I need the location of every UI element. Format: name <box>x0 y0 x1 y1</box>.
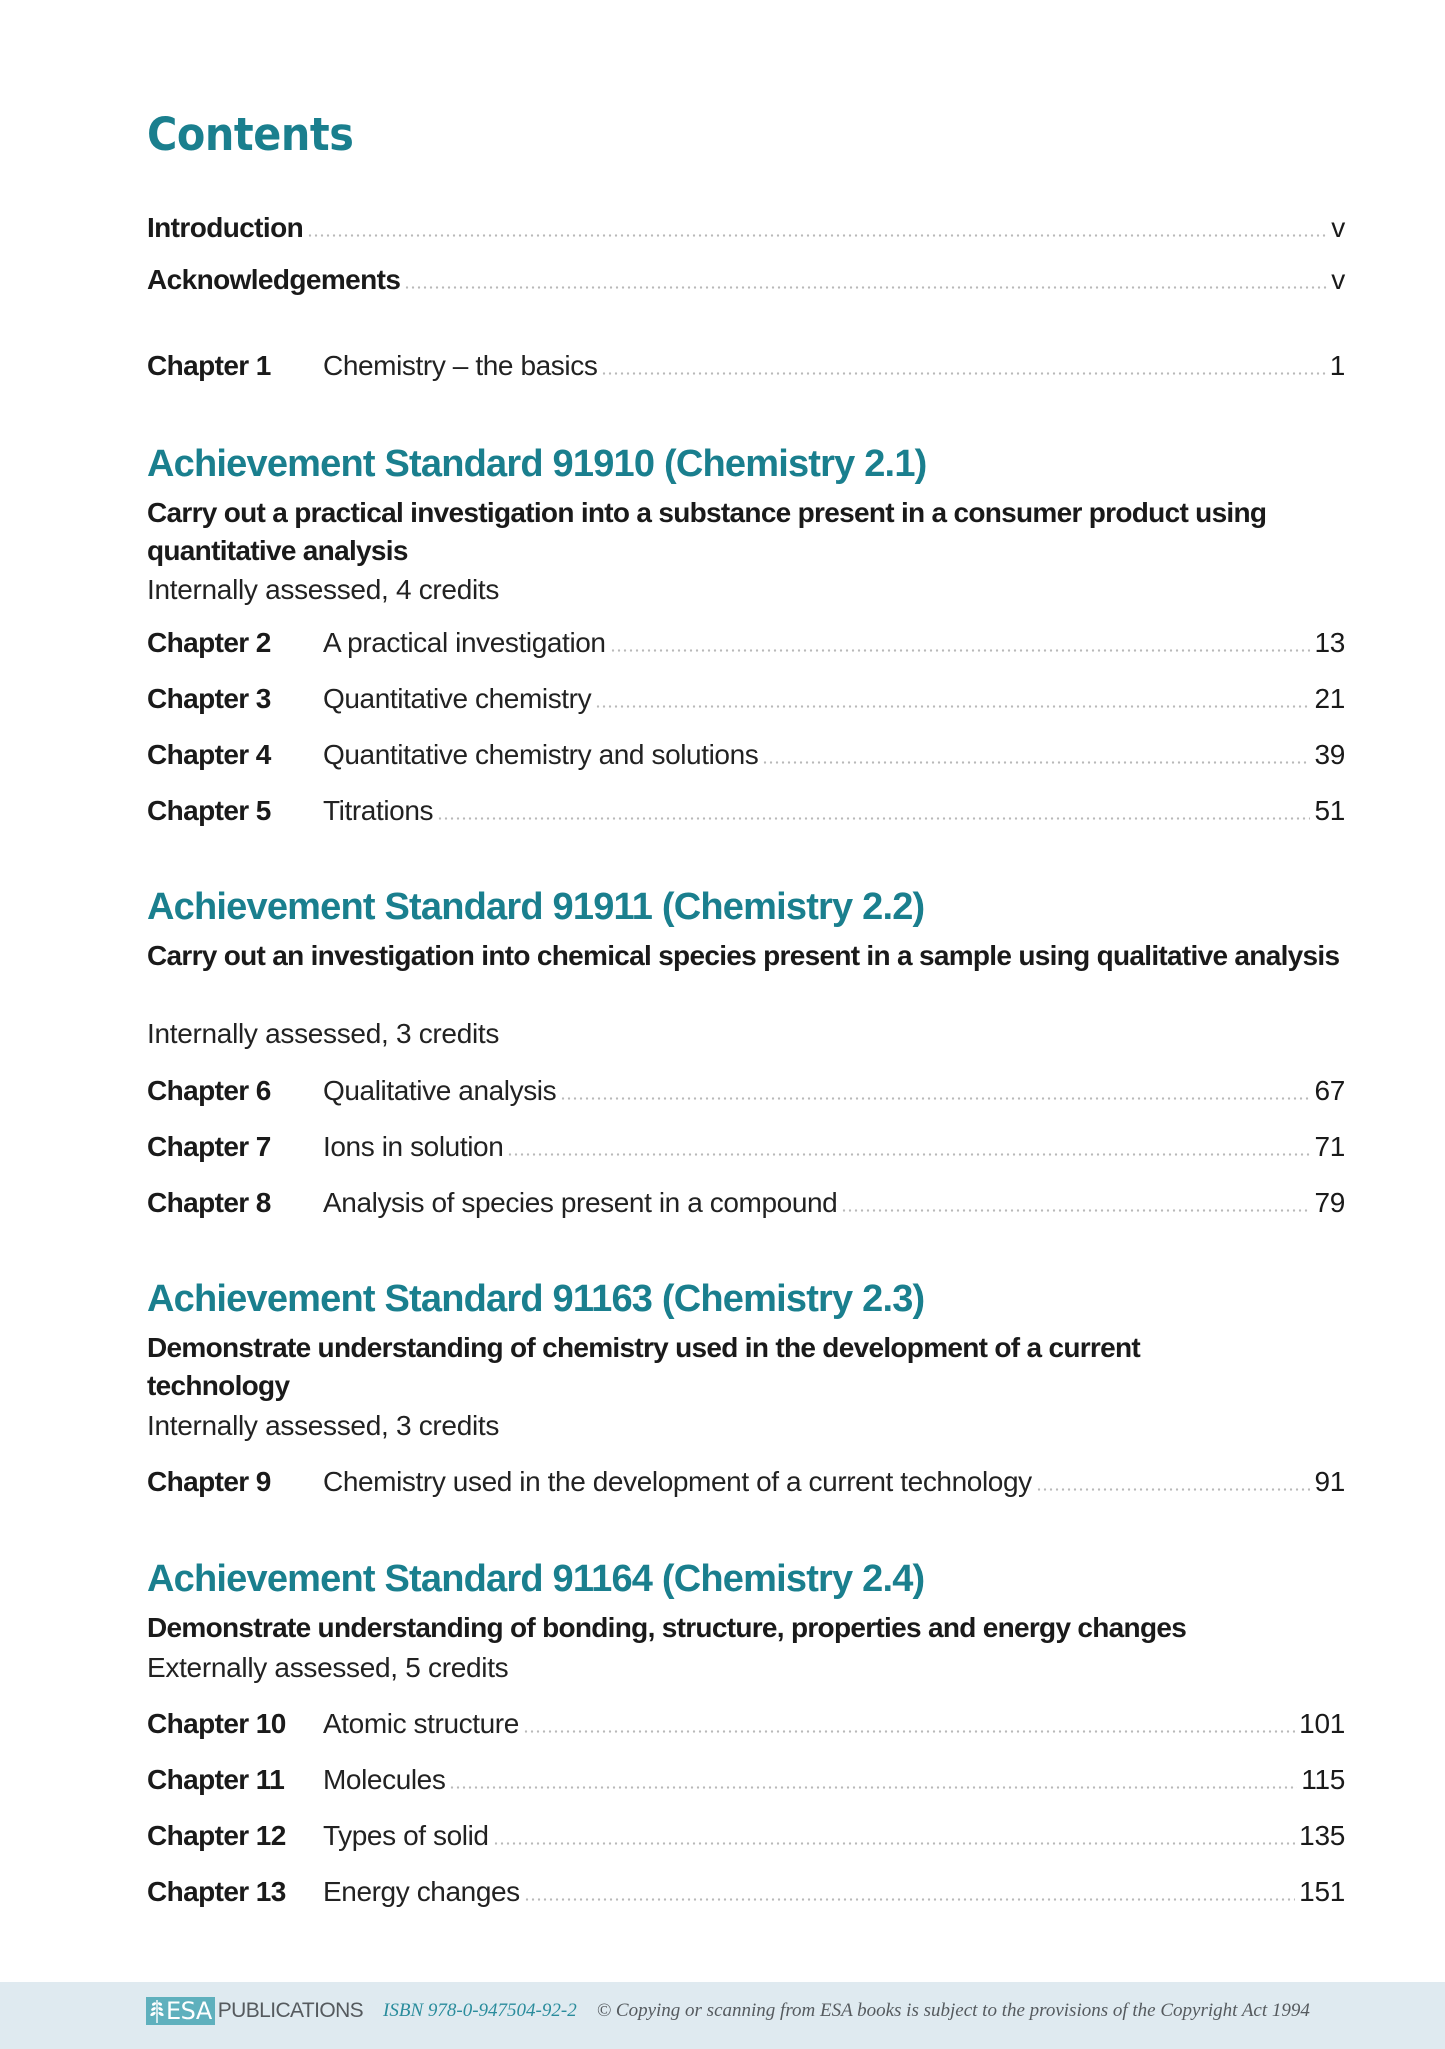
dot-leader <box>1036 1488 1311 1491</box>
toc-chapter-4[interactable] <box>147 737 1345 773</box>
toc-entry-title: Acknowledgements <box>147 264 401 295</box>
toc-page-number: 115 <box>1301 1764 1345 1795</box>
toc-page-number: 39 <box>1314 739 1345 770</box>
dot-leader <box>523 1730 1295 1733</box>
standard-credits: Internally assessed, 3 credits <box>147 1410 500 1441</box>
chapter-title: Qualitative analysis <box>323 1075 557 1106</box>
toc-page-number: 151 <box>1299 1876 1345 1907</box>
chapter-title: Chemistry – the basics <box>323 350 598 381</box>
logo-text: ESA <box>166 1997 212 2025</box>
standard-description: Demonstrate understanding of chemistry used in the development of a current technology <box>147 1332 1141 1401</box>
standard-credits: Externally assessed, 5 credits <box>147 1652 509 1683</box>
toc-page-number: v <box>1331 264 1345 295</box>
standard-description: Carry out a practical investigation into a substance present in a consumer product using quantitative analysis <box>147 497 1267 566</box>
chapter-label: Chapter 10 <box>147 1708 286 1739</box>
toc-page-number: 91 <box>1314 1466 1345 1497</box>
dot-leader <box>841 1209 1310 1212</box>
standard-heading: Achievement Standard 91911 (Chemistry 2.2) <box>147 886 925 928</box>
toc-chapter-6[interactable] <box>147 1073 1345 1109</box>
dot-leader <box>404 286 1327 289</box>
toc-page-number: 1 <box>1329 350 1345 381</box>
toc-chapter-11[interactable] <box>147 1762 1345 1798</box>
dot-leader <box>595 705 1310 708</box>
toc-entry-title: Introduction <box>147 212 304 243</box>
chapter-label: Chapter 2 <box>147 627 271 658</box>
dot-leader <box>560 1097 1310 1100</box>
toc-chapter-13[interactable] <box>147 1874 1345 1910</box>
dot-leader <box>762 761 1310 764</box>
dot-leader <box>601 372 1325 375</box>
toc-chapter-9[interactable] <box>147 1464 1345 1500</box>
dot-leader <box>307 234 1327 237</box>
chapter-label: Chapter 8 <box>147 1187 271 1218</box>
standard-credits: Internally assessed, 3 credits <box>147 1018 500 1049</box>
dot-leader <box>524 1898 1295 1901</box>
toc-page-number: 13 <box>1314 627 1345 658</box>
chapter-label: Chapter 12 <box>147 1820 286 1851</box>
standard-heading: Achievement Standard 91164 (Chemistry 2.4) <box>147 1558 925 1600</box>
toc-chapter-5[interactable] <box>147 793 1345 829</box>
toc-chapter-12[interactable] <box>147 1818 1345 1854</box>
toc-page-number: 51 <box>1314 795 1345 826</box>
standard-heading: Achievement Standard 91910 (Chemistry 2.1) <box>147 443 927 485</box>
toc-chapter-2[interactable] <box>147 625 1345 661</box>
chapter-title: Types of solid <box>323 1820 489 1851</box>
standard-credits: Internally assessed, 4 credits <box>147 574 500 605</box>
dot-leader <box>610 649 1311 652</box>
toc-page-number: 67 <box>1314 1075 1345 1106</box>
chapter-title: Quantitative chemistry and solutions <box>323 739 759 770</box>
toc-page-number: 135 <box>1299 1820 1345 1851</box>
isbn-text: ISBN 978-0-947504-92-2 <box>383 2000 577 2021</box>
publisher-logo <box>146 1997 215 2025</box>
toc-entry-acknowledgements[interactable] <box>147 262 1345 298</box>
chapter-label: Chapter 6 <box>147 1075 271 1106</box>
toc-entry-introduction[interactable] <box>147 210 1345 246</box>
chapter-title: Energy changes <box>323 1876 520 1907</box>
standard-description: Demonstrate understanding of bonding, structure, properties and energy changes <box>147 1612 1187 1643</box>
chapter-label: Chapter 13 <box>147 1876 286 1907</box>
chapter-label: Chapter 3 <box>147 683 271 714</box>
page-footer <box>0 1982 1445 2049</box>
footer-content <box>146 1996 1310 2026</box>
chapter-label: Chapter 4 <box>147 739 271 770</box>
dot-leader <box>507 1153 1310 1156</box>
chapter-label: Chapter 11 <box>147 1764 285 1795</box>
chapter-label: Chapter 5 <box>147 795 271 826</box>
toc-chapter-10[interactable] <box>147 1706 1345 1742</box>
chapter-title: A practical investigation <box>323 627 606 658</box>
dot-leader <box>493 1842 1296 1845</box>
toc-page-number: v <box>1331 212 1345 243</box>
copyright-notice: © Copying or scanning from ESA books is subject to the provisions of the Copyright Act 1994 <box>596 2000 1310 2021</box>
chapter-title: Molecules <box>323 1764 446 1795</box>
toc-page-number: 79 <box>1314 1187 1345 1218</box>
toc-chapter-7[interactable] <box>147 1129 1345 1165</box>
toc-page-number: 71 <box>1314 1131 1345 1162</box>
leaf-icon <box>149 1998 165 2024</box>
dot-leader <box>437 817 1310 820</box>
toc-chapter-8[interactable] <box>147 1185 1345 1221</box>
toc-page-number: 101 <box>1299 1708 1345 1739</box>
toc-chapter-3[interactable] <box>147 681 1345 717</box>
chapter-title: Chemistry used in the development of a current technology <box>323 1466 1032 1497</box>
chapter-title: Titrations <box>323 795 434 826</box>
toc-chapter-1[interactable] <box>147 348 1345 384</box>
publisher-name: PUBLICATIONS <box>217 1999 364 2022</box>
chapter-title: Analysis of species present in a compound <box>323 1187 838 1218</box>
chapter-title: Quantitative chemistry <box>323 683 592 714</box>
toc-page-number: 21 <box>1314 683 1345 714</box>
standard-heading: Achievement Standard 91163 (Chemistry 2.3) <box>147 1278 925 1320</box>
chapter-label: Chapter 7 <box>147 1131 271 1162</box>
dot-leader <box>449 1786 1297 1789</box>
chapter-label: Chapter 9 <box>147 1466 271 1497</box>
chapter-label: Chapter 1 <box>147 350 271 381</box>
chapter-title: Ions in solution <box>323 1131 504 1162</box>
chapter-title: Atomic structure <box>323 1708 519 1739</box>
standard-description: Carry out an investigation into chemical species present in a sample using qualitative analysis <box>147 940 1340 971</box>
page-title: Contents <box>147 108 354 161</box>
